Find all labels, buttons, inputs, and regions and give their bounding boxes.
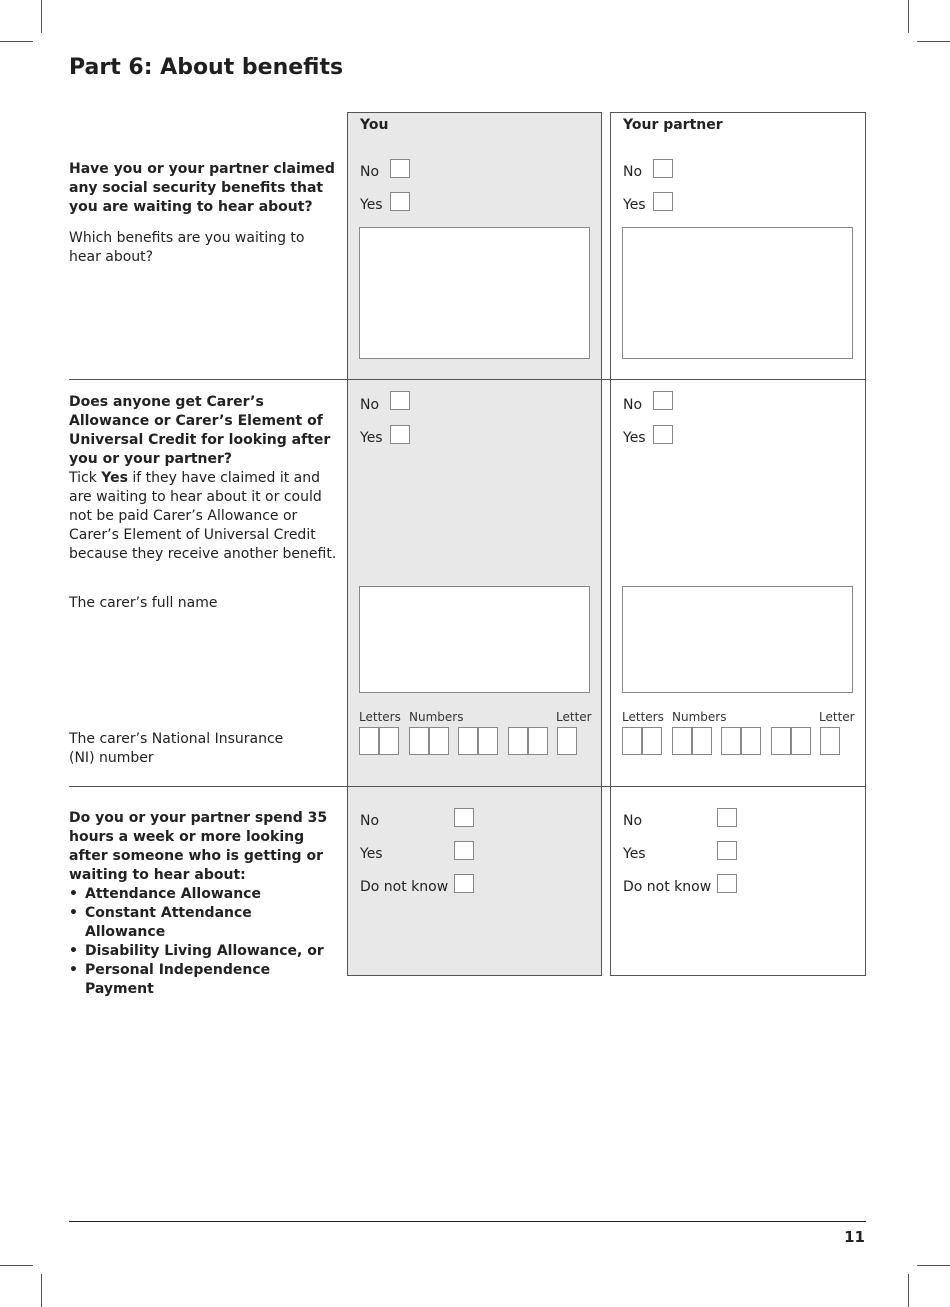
footer-rule — [69, 1221, 866, 1222]
crop-mark — [41, 1274, 42, 1307]
ni-numbers-label: Numbers — [672, 710, 727, 724]
column-header-partner: Your partner — [623, 117, 723, 133]
you-ni-cell[interactable] — [557, 727, 577, 755]
page-number: 11 — [844, 1228, 865, 1246]
option-label-no: No — [360, 164, 380, 180]
you-ni-cell[interactable] — [409, 727, 429, 755]
ni-letter-label: Letter — [819, 710, 855, 724]
crop-mark — [41, 0, 42, 33]
you-benefits-textbox[interactable] — [359, 227, 590, 359]
you-care-no-checkbox[interactable] — [454, 808, 474, 827]
label-carer-full-name: The carer’s full name — [69, 595, 218, 611]
partner-ni-cell[interactable] — [622, 727, 642, 755]
partner-carer-no-checkbox[interactable] — [653, 391, 673, 410]
you-ni-cell[interactable] — [528, 727, 548, 755]
ni-numbers-label: Numbers — [409, 710, 464, 724]
you-care-yes-checkbox[interactable] — [454, 841, 474, 860]
question-which-benefits: Which benefits are you waiting to hear about? — [69, 230, 305, 265]
partner-ni-cell[interactable] — [820, 727, 840, 755]
option-label-no: No — [623, 813, 643, 829]
column-header-you: You — [360, 117, 389, 133]
partner-ni-cell[interactable] — [642, 727, 662, 755]
carers-allowance-note: Tick Yes if they have claimed it and are waiting to hear about it or could not be paid Carer’s Allowance or Carer’s Element of Universal Credit because they receive another benefit. — [69, 470, 337, 562]
partner-ni-cell[interactable] — [771, 727, 791, 755]
crop-mark — [0, 41, 33, 42]
you-carer-no-checkbox[interactable] — [390, 391, 410, 410]
option-label-do-not-know: Do not know — [360, 879, 449, 895]
you-ni-cell[interactable] — [379, 727, 399, 755]
you-ni-cell[interactable] — [458, 727, 478, 755]
crop-mark — [908, 0, 909, 33]
section-divider — [69, 379, 866, 380]
partner-ni-cell[interactable] — [741, 727, 761, 755]
partner-care-do-not-know-checkbox[interactable] — [717, 874, 737, 893]
crop-mark — [917, 1265, 950, 1266]
question-pending-benefits: Have you or your partner claimed any social security benefits that you are waiting to hear about? — [69, 161, 335, 215]
crop-mark — [917, 41, 950, 42]
page-title: Part 6: About benefits — [69, 55, 344, 80]
partner-carer-yes-checkbox[interactable] — [653, 425, 673, 444]
ni-letters-label: Letters — [622, 710, 664, 724]
partner-carer-name-textbox[interactable] — [622, 586, 853, 693]
section-divider — [69, 786, 866, 787]
option-label-no: No — [623, 164, 643, 180]
you-pending-no-checkbox[interactable] — [390, 159, 410, 178]
option-label-yes: Yes — [623, 430, 646, 446]
you-pending-yes-checkbox[interactable] — [390, 192, 410, 211]
ni-letter-label: Letter — [556, 710, 592, 724]
benefit-list — [69, 885, 334, 999]
ni-letters-label: Letters — [359, 710, 401, 724]
you-carer-yes-checkbox[interactable] — [390, 425, 410, 444]
option-label-yes: Yes — [623, 846, 646, 862]
question-carers-allowance: Does anyone get Carer’s Allowance or Carer’s Element of Universal Credit for looking after you or your partner? — [69, 394, 331, 467]
partner-benefits-textbox[interactable] — [622, 227, 853, 359]
option-label-yes: Yes — [360, 430, 383, 446]
option-label-no: No — [360, 813, 380, 829]
partner-ni-cell[interactable] — [672, 727, 692, 755]
crop-mark — [908, 1274, 909, 1307]
partner-care-no-checkbox[interactable] — [717, 808, 737, 827]
partner-ni-cell[interactable] — [721, 727, 741, 755]
list-item: • Disability Living Allowance, or — [69, 942, 334, 961]
option-label-no: No — [623, 397, 643, 413]
option-label-yes: Yes — [360, 197, 383, 213]
option-label-yes: Yes — [623, 197, 646, 213]
you-care-do-not-know-checkbox[interactable] — [454, 874, 474, 893]
label-carer-ni-number: The carer’s National Insurance (NI) number — [69, 731, 284, 766]
list-item: • Personal Independence Payment — [69, 961, 334, 999]
partner-pending-yes-checkbox[interactable] — [653, 192, 673, 211]
partner-pending-no-checkbox[interactable] — [653, 159, 673, 178]
you-ni-cell[interactable] — [478, 727, 498, 755]
you-ni-cell[interactable] — [429, 727, 449, 755]
you-ni-cell[interactable] — [359, 727, 379, 755]
option-label-yes: Yes — [360, 846, 383, 862]
you-ni-cell[interactable] — [508, 727, 528, 755]
list-item: • Attendance Allowance — [69, 885, 334, 904]
list-item: • Constant Attendance Allowance — [69, 904, 334, 942]
partner-care-yes-checkbox[interactable] — [717, 841, 737, 860]
question-35-hours-text: Do you or your partner spend 35 hours a week or more looking after someone who is getting or waiting to hear about: — [69, 810, 328, 883]
option-label-do-not-know: Do not know — [623, 879, 712, 895]
question-35-hours-care — [69, 809, 334, 999]
you-carer-name-textbox[interactable] — [359, 586, 590, 693]
partner-ni-cell[interactable] — [692, 727, 712, 755]
partner-ni-cell[interactable] — [791, 727, 811, 755]
crop-mark — [0, 1265, 33, 1266]
option-label-no: No — [360, 397, 380, 413]
